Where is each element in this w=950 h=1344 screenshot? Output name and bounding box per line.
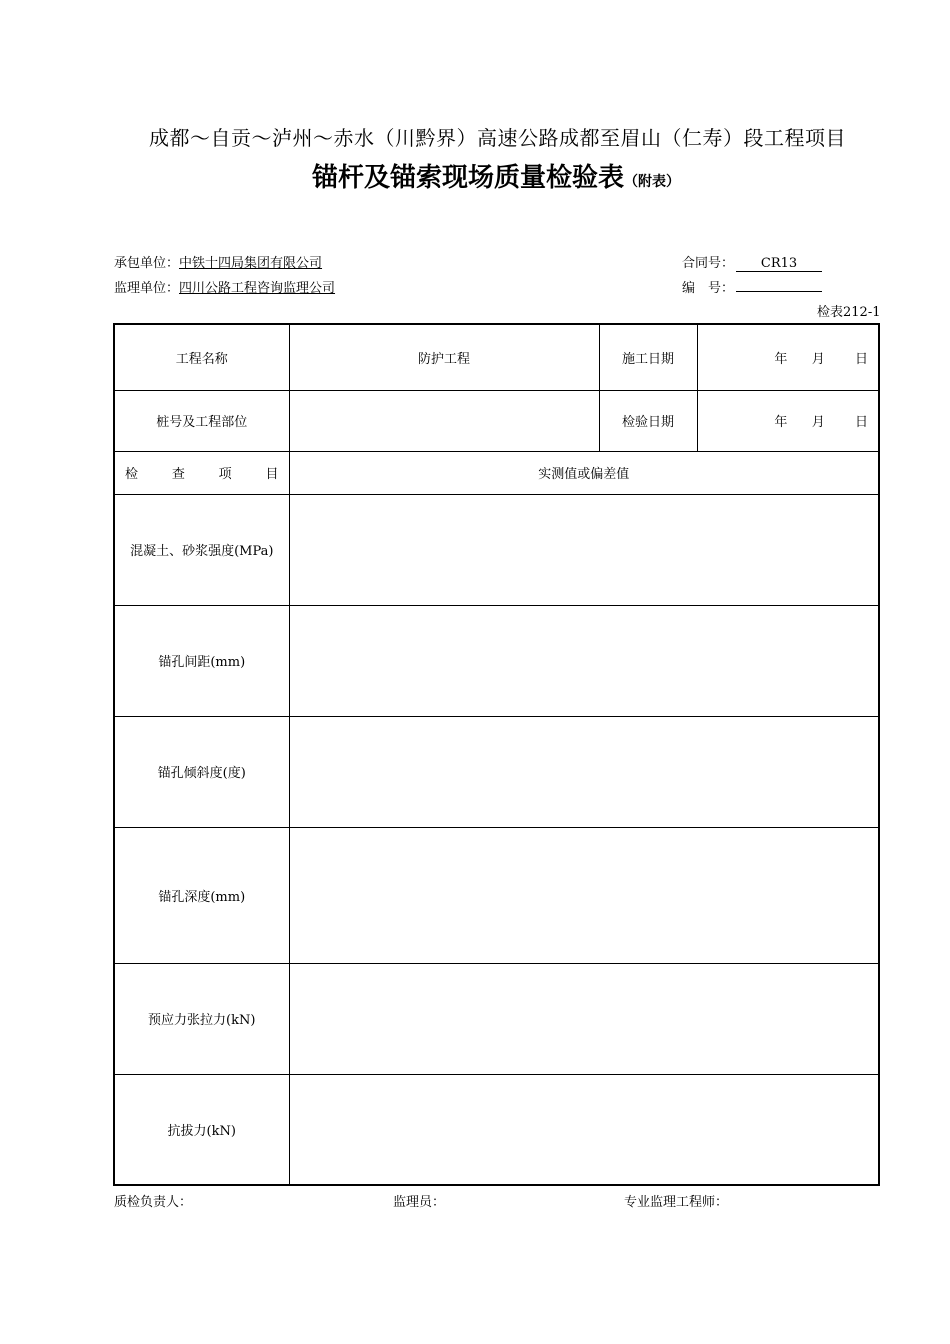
contractor-value: 中铁十四局集团有限公司 [179, 256, 323, 271]
form-title-suffix: （附表） [624, 174, 680, 190]
form-title [0, 157, 950, 194]
item-value[interactable] [289, 494, 879, 605]
contract-no-line [682, 252, 822, 272]
items-header [114, 451, 289, 494]
items-header-char: 检 [125, 467, 139, 482]
serial-no-label: 编 号： [682, 281, 735, 296]
supervisor-line [114, 277, 335, 296]
item-row [114, 716, 879, 827]
inspection-date-day: 日 [855, 415, 869, 430]
form-code: 检表212-1 [817, 305, 881, 320]
item-value[interactable] [289, 827, 879, 963]
item-label: 预应力张拉力(kN) [114, 963, 289, 1074]
item-row [114, 827, 879, 963]
item-label: 锚孔深度(mm) [114, 827, 289, 963]
supervisor-value: 四川公路工程咨询监理公司 [179, 281, 336, 296]
item-row [114, 963, 879, 1074]
contract-no-label: 合同号： [682, 256, 735, 271]
item-row [114, 494, 879, 605]
inspection-date-month: 月 [811, 415, 825, 430]
item-value[interactable] [289, 1074, 879, 1185]
item-value[interactable] [289, 605, 879, 716]
values-header: 实测值或偏差值 [289, 451, 879, 494]
supervision-engineer-label: 专业监理工程师： [624, 1195, 729, 1210]
inspection-date-label: 检验日期 [599, 390, 697, 451]
construction-date-field[interactable] [697, 324, 879, 390]
station-value[interactable] [289, 390, 599, 451]
item-label: 锚孔倾斜度(度) [114, 716, 289, 827]
item-row [114, 1074, 879, 1185]
supervisor-staff-label: 监理员： [393, 1195, 446, 1210]
item-value[interactable] [289, 716, 879, 827]
items-header-char: 查 [171, 467, 185, 482]
inspection-table [113, 323, 880, 1186]
project-name-label: 工程名称 [114, 324, 289, 390]
serial-no-line [682, 277, 822, 296]
construction-date-day: 日 [855, 351, 869, 367]
items-header-row [114, 451, 879, 494]
item-label: 锚孔间距(mm) [114, 605, 289, 716]
inspection-date-field[interactable] [697, 390, 879, 451]
item-value[interactable] [289, 963, 879, 1074]
supervisor-label: 监理单位： [114, 281, 180, 296]
items-header-char: 目 [265, 467, 279, 482]
station-label: 桩号及工程部位 [114, 390, 289, 451]
contract-no-value: CR13 [736, 256, 822, 272]
serial-no-blank [736, 279, 822, 292]
item-label: 混凝土、砂浆强度(MPa) [114, 494, 289, 605]
construction-date-label: 施工日期 [599, 324, 697, 390]
construction-date-month: 月 [811, 351, 825, 367]
inspection-date-year: 年 [774, 415, 788, 430]
contractor-line [114, 252, 322, 271]
project-title: 成都～自贡～泸州～赤水（川黔界）高速公路成都至眉山（仁寿）段工程项目 [149, 126, 846, 150]
form-title-main: 锚杆及锚索现场质量检验表 [311, 163, 624, 193]
project-name-row [114, 324, 879, 390]
items-header-char: 项 [218, 467, 232, 482]
construction-date-year: 年 [774, 351, 788, 367]
item-label: 抗拔力(kN) [114, 1074, 289, 1185]
item-row [114, 605, 879, 716]
project-name-value: 防护工程 [289, 324, 599, 390]
quality-inspector-label: 质检负责人： [114, 1195, 193, 1210]
contractor-label: 承包单位： [114, 256, 180, 271]
station-row [114, 390, 879, 451]
